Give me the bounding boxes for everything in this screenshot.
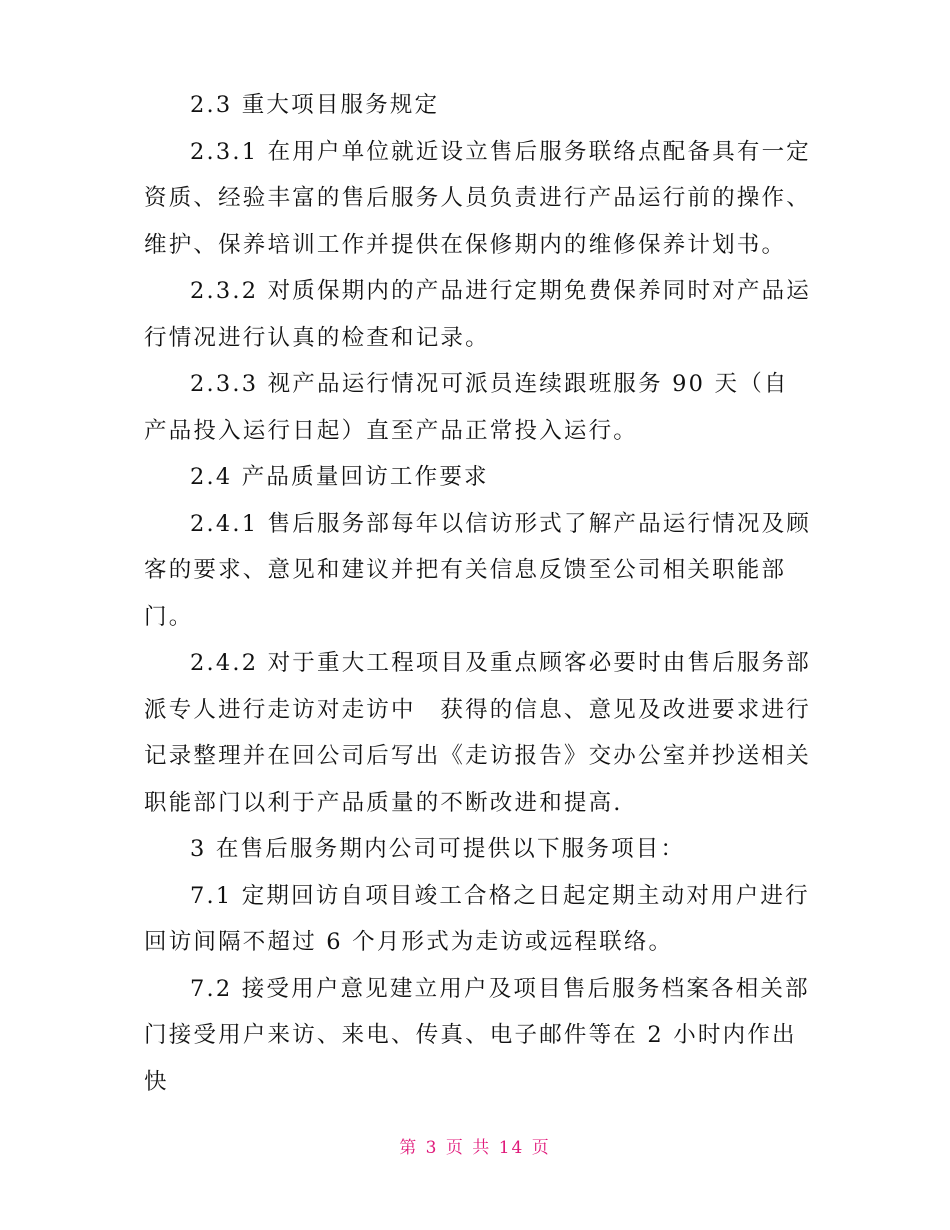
paragraph-7-1: 7.1 定期回访自项目竣工合格之日起定期主动对用户进行回访间隔不超过 6 个月形式为走访或远程联络。 [144,882,810,955]
paragraph-2-4-1: 2.4.1 售后服务部每年以信访形式了解产品运行情况及顾客的要求、意见和建议并把有关信息反馈至公司相关职能部门。 [144,510,812,630]
section-heading-3: 3 在售后服务期内公司可提供以下服务项目： [190,836,686,862]
page-number-footer: 第 3 页 共 14 页 [399,1138,551,1158]
paragraph-2-3-3: 2.3.3 视产品运行情况可派员连续跟班服务 90 天（自产品投入运行日起）直至产品正常投入运行。 [144,371,789,444]
paragraph-2-3-1: 2.3.1 在用户单位就近设立售后服务联络点配备具有一定资质、经验丰富的售后服务人员负责进行产品运行前的操作、维护、保养培训工作并提供在保修期内的维修保养计划书。 [144,138,812,258]
paragraph-2-3-2: 2.3.2 对质保期内的产品进行定期免费保养同时对产品运行情况进行认真的检查和记录。 [144,278,812,351]
document-body [144,82,812,1105]
paragraph-2-4-2: 2.4.2 对于重大工程项目及重点顾客必要时由售后服务部派专人进行走访对走访中 获得的信息、意见及改进要求进行记录整理并在回公司后写出《走访报告》交办公室并抄送相关职能部门以利于产品质量的不断改进和提高. [144,650,812,816]
section-heading-2-3: 2.3 重大项目服务规定 [190,92,440,118]
paragraph-7-2: 7.2 接受用户意见建立用户及项目售后服务档案各相关部门接受用户来访、来电、传真、电子邮件等在 2 小时内作出快 [144,975,810,1095]
section-heading-2-4: 2.4 产品质量回访工作要求 [190,464,489,490]
